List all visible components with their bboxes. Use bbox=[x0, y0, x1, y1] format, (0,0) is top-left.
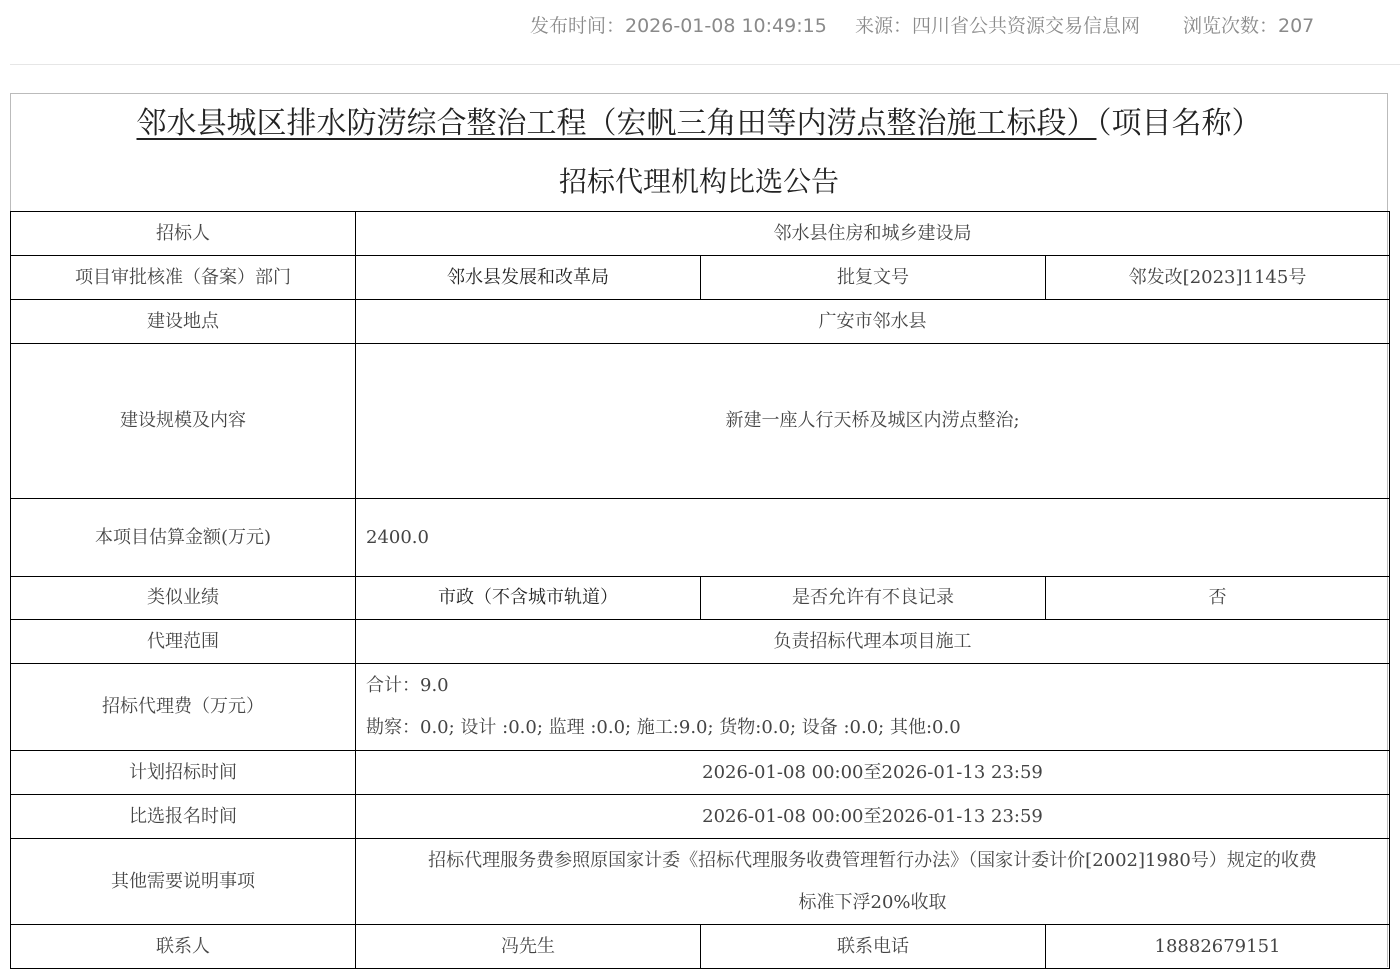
meta-divider bbox=[10, 64, 1400, 65]
bad-record-value: 否 bbox=[1046, 577, 1390, 620]
bad-record-label: 是否允许有不良记录 bbox=[701, 577, 1046, 620]
approval-dept-label: 项目审批核准（备案）部门 bbox=[11, 256, 356, 300]
similar-perf-label: 类似业绩 bbox=[11, 577, 356, 620]
signup-time-value: 2026-01-08 00:00至2026-01-13 23:59 bbox=[356, 795, 1390, 839]
location-value: 广安市邻水县 bbox=[356, 300, 1390, 344]
similar-perf-value: 市政（不含城市轨道） bbox=[356, 577, 701, 620]
contact-value: 冯先生 bbox=[356, 925, 701, 969]
contact-label: 联系人 bbox=[11, 925, 356, 969]
table-row bbox=[11, 499, 1390, 577]
table-row bbox=[11, 620, 1390, 664]
tenderer-value: 邻水县住房和城乡建设局 bbox=[356, 212, 1390, 256]
location-label: 建设地点 bbox=[11, 300, 356, 344]
table-row bbox=[11, 751, 1390, 795]
other-notes-line: 标准下浮20%收取 bbox=[798, 891, 947, 913]
plan-time-value: 2026-01-08 00:00至2026-01-13 23:59 bbox=[356, 751, 1390, 795]
phone-label: 联系电话 bbox=[701, 925, 1046, 969]
scope-label: 建设规模及内容 bbox=[11, 344, 356, 499]
table-row bbox=[11, 212, 1390, 256]
table-row bbox=[11, 300, 1390, 344]
source-label: 来源：四川省公共资源交易信息网 bbox=[855, 15, 1141, 37]
agency-scope-value: 负责招标代理本项目施工 bbox=[356, 620, 1390, 664]
notice-subtitle: 招标代理机构比选公告 bbox=[558, 165, 839, 198]
approval-dept-value: 邻水县发展和改革局 bbox=[356, 256, 701, 300]
table-row bbox=[11, 664, 1390, 751]
budget-label: 本项目估算金额(万元) bbox=[11, 499, 356, 577]
project-name-suffix: （项目名称） bbox=[1096, 106, 1262, 141]
other-notes-cell bbox=[356, 839, 1390, 925]
table-row bbox=[11, 256, 1390, 300]
budget-value: 2400.0 bbox=[356, 499, 1390, 577]
approval-no-label: 批复文号 bbox=[701, 256, 1046, 300]
table-row bbox=[11, 839, 1390, 925]
table-row bbox=[11, 795, 1390, 839]
article-meta-bar bbox=[0, 0, 1400, 52]
approval-no-value: 邻发改[2023]1145号 bbox=[1046, 256, 1390, 300]
table-row bbox=[11, 925, 1390, 969]
other-notes-label: 其他需要说明事项 bbox=[11, 839, 356, 925]
table-row bbox=[11, 577, 1390, 620]
signup-time-label: 比选报名时间 bbox=[11, 795, 356, 839]
notice-info-table bbox=[10, 211, 1390, 969]
agency-fee-total: 合计：9.0 bbox=[366, 675, 449, 696]
scope-value: 新建一座人行天桥及城区内涝点整治; bbox=[356, 344, 1390, 499]
tenderer-label: 招标人 bbox=[11, 212, 356, 256]
other-notes-line: 招标代理服务费参照原国家计委《招标代理服务收费管理暂行办法》（国家计委计价[2002]1980号）规定的收费 bbox=[428, 849, 1317, 871]
agency-fee-label: 招标代理费（万元） bbox=[11, 664, 356, 751]
agency-fee-cell bbox=[356, 664, 1390, 751]
table-row bbox=[11, 344, 1390, 499]
publish-time: 发布时间：2026-01-08 10:49:15 bbox=[530, 15, 827, 37]
project-name: 邻水县城区排水防涝综合整治工程（宏帆三角田等内涝点整治施工标段） bbox=[136, 106, 1097, 141]
project-title bbox=[10, 103, 1388, 145]
agency-fee-detail: 勘察：0.0; 设计 :0.0; 监理 :0.0; 施工:9.0; 货物:0.0; 设备 :0.0; 其他:0.0 bbox=[366, 717, 961, 738]
plan-time-label: 计划招标时间 bbox=[11, 751, 356, 795]
phone-value: 18882679151 bbox=[1046, 925, 1390, 969]
agency-scope-label: 代理范围 bbox=[11, 620, 356, 664]
view-count: 浏览次数：207 bbox=[1183, 15, 1315, 37]
